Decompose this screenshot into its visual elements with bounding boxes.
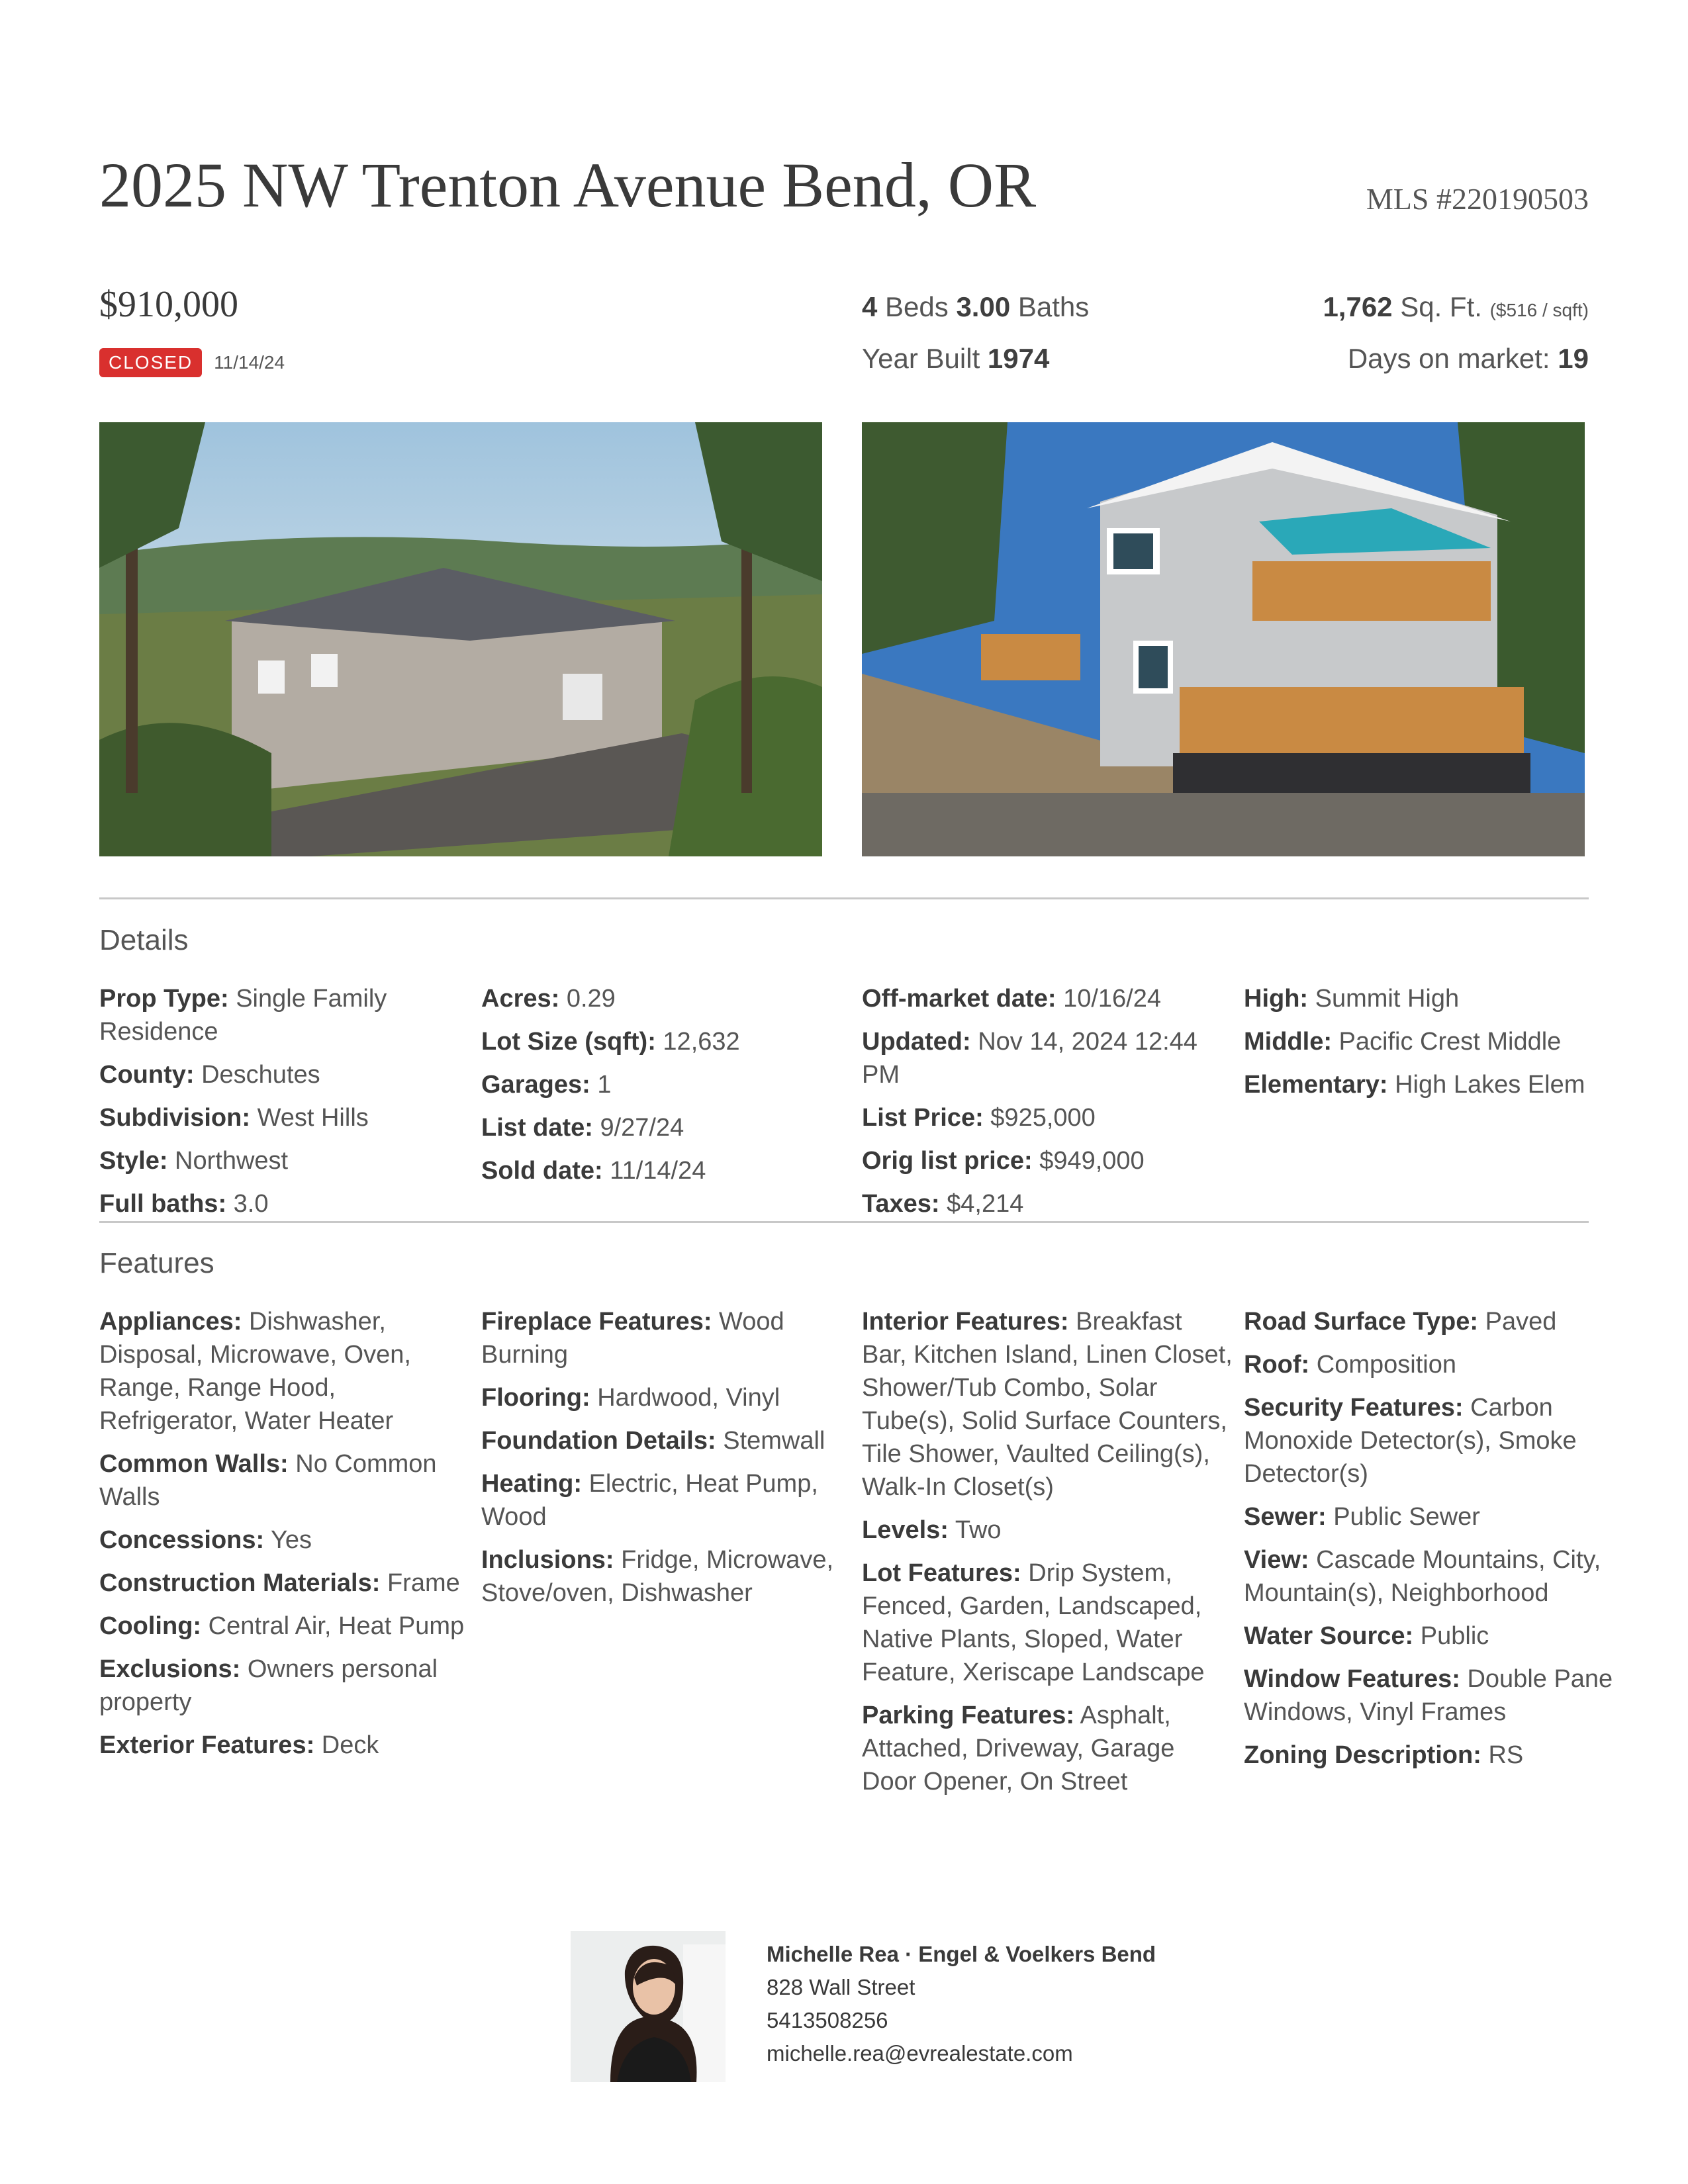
detail-label: Lot Size (sqft): [481,1028,656,1056]
detail-label: County: [99,1061,195,1089]
feature-value: Asphalt, Attached, Driveway, Garage Door Opener, On Street [862,1702,1175,1796]
feature-item [99,1305,470,1437]
property-photo-deck [862,422,1585,856]
detail-item [862,1101,1233,1134]
feature-item [1244,1543,1615,1610]
detail-item [99,1058,470,1091]
feature-label: Window Features: [1244,1665,1460,1693]
detail-label: List Price: [862,1104,984,1132]
detail-value: Pacific Crest Middle [1338,1028,1562,1056]
features-column-2 [481,1305,852,1619]
detail-item [1244,1025,1615,1058]
detail-label: Taxes: [862,1190,940,1218]
details-column-3 [862,982,1233,1230]
feature-value: Stemwall [723,1427,825,1455]
feature-item [1244,1739,1615,1772]
detail-value: 3.0 [233,1190,269,1218]
detail-item [862,982,1233,1015]
features-column-1 [99,1305,470,1772]
baths-label: Baths [1017,291,1090,322]
feature-item [862,1557,1233,1689]
dom-label: Days on market: [1347,343,1550,374]
feature-label: Concessions: [99,1526,265,1554]
feature-label: Common Walls: [99,1450,289,1478]
feature-item [481,1424,852,1457]
detail-value: 10/16/24 [1063,985,1161,1013]
status-row [99,348,285,377]
detail-item [481,1111,852,1144]
feature-item [99,1524,470,1557]
detail-value: $925,000 [990,1104,1096,1132]
detail-label: Elementary: [1244,1071,1388,1099]
feature-item [99,1447,470,1514]
detail-value: $4,214 [947,1190,1024,1218]
beds-label: Beds [885,291,949,322]
detail-label: Style: [99,1147,168,1175]
detail-item [481,1025,852,1058]
features-column-3 [862,1305,1233,1808]
feature-value: Paved [1485,1308,1557,1336]
feature-item [1244,1500,1615,1533]
feature-value: Double Pane Windows, Vinyl Frames [1244,1665,1613,1726]
feature-value: Carbon Monoxide Detector(s), Smoke Detector(s) [1244,1394,1577,1488]
sqft-label: Sq. Ft. [1400,291,1482,322]
features-divider [99,1221,1589,1223]
feature-value: No Common Walls [99,1450,437,1511]
baths-value: 3.00 [956,291,1011,322]
details-column-1 [99,982,470,1230]
year-value: 1974 [987,343,1050,374]
feature-value: Wood Burning [481,1308,784,1369]
detail-value: Single Family Residence [99,985,387,1046]
price-per-sqft: ($516 / sqft) [1489,300,1589,320]
detail-label: Updated: [862,1028,971,1056]
detail-item [99,982,470,1048]
sqft-value: 1,762 [1323,291,1393,322]
feature-value: Hardwood, Vinyl [597,1384,780,1412]
feature-item [481,1305,852,1371]
details-divider [99,897,1589,899]
feature-label: Exterior Features: [99,1731,315,1759]
feature-value: Fridge, Microwave, Stove/oven, Dishwasher [481,1546,834,1607]
detail-label: High: [1244,985,1309,1013]
property-photo-front [99,422,822,856]
feature-label: Security Features: [1244,1394,1464,1422]
feature-value: Cascade Mountains, City, Mountain(s), Neighborhood [1244,1546,1601,1607]
feature-value: Yes [271,1526,312,1554]
feature-value: Two [955,1516,1002,1544]
feature-label: Water Source: [1244,1622,1414,1650]
beds-value: 4 [862,291,878,322]
detail-item [99,1144,470,1177]
year-built [862,343,1049,375]
details-heading: Details [99,924,189,956]
detail-item [1244,1068,1615,1101]
days-on-market [1348,343,1589,375]
features-heading: Features [99,1247,214,1279]
features-column-4 [1244,1305,1615,1782]
feature-value: Drip System, Fenced, Garden, Landscaped, Native Plants, Sloped, Water Feature, Xeriscape Landscape [862,1559,1205,1686]
detail-value: 9/27/24 [600,1114,684,1142]
detail-value: Summit High [1315,985,1460,1013]
agent-name: Michelle Rea · Engel & Voelkers Bend [767,1942,1156,1966]
beds-baths [862,291,1089,323]
feature-item [862,1699,1233,1798]
detail-label: Sold date: [481,1157,603,1185]
detail-label: Prop Type: [99,985,229,1013]
detail-value: 1 [597,1071,612,1099]
feature-value: Frame [387,1569,460,1597]
detail-label: Off-market date: [862,985,1056,1013]
agent-contact [767,1938,1156,2070]
detail-label: Middle: [1244,1028,1332,1056]
feature-label: Fireplace Features: [481,1308,712,1336]
feature-label: Flooring: [481,1384,590,1412]
detail-item [1244,982,1615,1015]
detail-item [481,1068,852,1101]
detail-value: 0.29 [566,985,616,1013]
feature-value: Breakfast Bar, Kitchen Island, Linen Closet, Shower/Tub Combo, Solar Tube(s), Solid Surface Counters, Tile Shower, Vaulted Ceiling(s), Walk-In Closet(s) [862,1308,1233,1501]
detail-item [481,1154,852,1187]
feature-item [99,1729,470,1762]
detail-label: Garages: [481,1071,590,1099]
detail-label: Full baths: [99,1190,227,1218]
detail-value: 11/14/24 [610,1157,706,1185]
detail-item [99,1187,470,1220]
feature-value: Central Air, Heat Pump [208,1612,465,1640]
feature-label: Cooling: [99,1612,202,1640]
agent-address: 828 Wall Street [767,1975,915,1999]
feature-item [99,1567,470,1600]
detail-value: Northwest [175,1147,289,1175]
feature-label: Construction Materials: [99,1569,381,1597]
details-column-4 [1244,982,1615,1111]
feature-label: Levels: [862,1516,949,1544]
mls-number: MLS #220190503 [1366,182,1589,216]
feature-item [99,1610,470,1643]
details-column-2 [481,982,852,1197]
status-badge: CLOSED [99,348,202,377]
detail-value: High Lakes Elem [1395,1071,1585,1099]
feature-item [1244,1619,1615,1653]
feature-item [99,1653,470,1719]
listing-price: $910,000 [99,284,238,325]
feature-label: Parking Features: [862,1702,1074,1729]
detail-label: Orig list price: [862,1147,1033,1175]
feature-value: RS [1488,1741,1524,1769]
feature-item [862,1305,1233,1504]
feature-item [1244,1305,1615,1338]
dom-value: 19 [1558,343,1589,374]
feature-item [1244,1391,1615,1490]
feature-value: Dishwasher, Disposal, Microwave, Oven, Range, Range Hood, Refrigerator, Water Heater [99,1308,411,1435]
feature-label: Foundation Details: [481,1427,716,1455]
feature-item [862,1514,1233,1547]
detail-label: List date: [481,1114,593,1142]
detail-value: Nov 14, 2024 12:44 PM [862,1028,1197,1089]
agent-phone[interactable]: 5413508256 [767,2008,888,2032]
feature-value: Owners personal property [99,1655,438,1716]
feature-value: Composition [1316,1351,1456,1379]
year-label: Year Built [862,343,980,374]
agent-photo [571,1931,726,2082]
feature-item [481,1381,852,1414]
feature-item [1244,1662,1615,1729]
detail-label: Acres: [481,985,560,1013]
feature-label: Roof: [1244,1351,1310,1379]
feature-item [1244,1348,1615,1381]
feature-item [481,1543,852,1610]
feature-label: Exclusions: [99,1655,241,1683]
detail-item [481,982,852,1015]
detail-value: West Hills [257,1104,369,1132]
feature-value: Electric, Heat Pump, Wood [481,1470,818,1531]
agent-email[interactable]: michelle.rea@evrealestate.com [767,2041,1073,2066]
detail-item [99,1101,470,1134]
detail-item [862,1025,1233,1091]
feature-label: Heating: [481,1470,582,1498]
feature-label: View: [1244,1546,1309,1574]
feature-label: Appliances: [99,1308,242,1336]
detail-label: Subdivision: [99,1104,250,1132]
feature-label: Interior Features: [862,1308,1069,1336]
feature-label: Road Surface Type: [1244,1308,1479,1336]
feature-item [481,1467,852,1533]
status-date: 11/14/24 [214,352,285,373]
feature-label: Sewer: [1244,1503,1327,1531]
detail-value: $949,000 [1039,1147,1145,1175]
feature-value: Public Sewer [1333,1503,1480,1531]
feature-label: Zoning Description: [1244,1741,1481,1769]
feature-value: Public [1420,1622,1489,1650]
feature-label: Lot Features: [862,1559,1021,1587]
square-footage [1323,291,1589,323]
detail-item [862,1144,1233,1177]
page-title: 2025 NW Trenton Avenue Bend, OR [99,150,1037,220]
detail-item [862,1187,1233,1220]
feature-value: Deck [321,1731,379,1759]
detail-value: Deschutes [201,1061,320,1089]
detail-value: 12,632 [663,1028,740,1056]
feature-label: Inclusions: [481,1546,614,1574]
